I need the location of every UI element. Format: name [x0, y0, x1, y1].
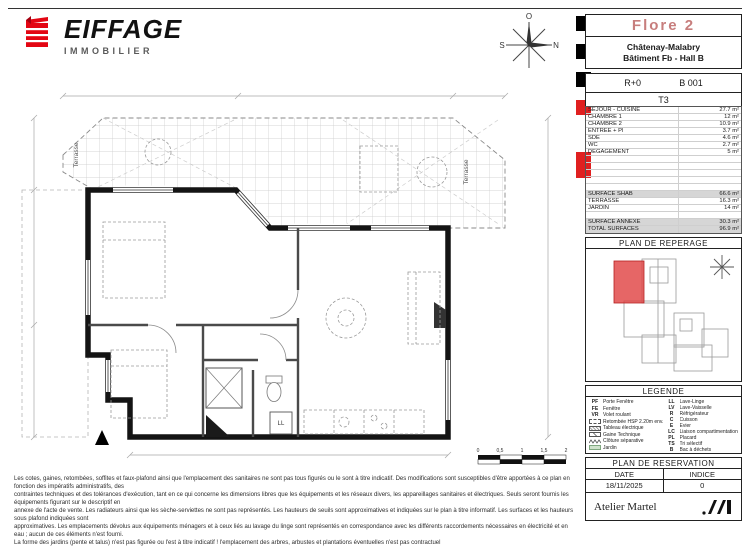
- legend: [585, 396, 742, 454]
- disclaimer-line: annexe de l'acte de vente. Les radiateurs ainsi que les sèche-serviettes ne sont pas représentés. Les hauteurs de seuils sont approximatives et indiquées sur le plan à titre informatif. Les surfaces et les hauteurs sous plafond indiquées sont: [14, 508, 574, 522]
- electric-panel-symbol: [589, 426, 601, 431]
- disclaimer-line: La forme des jardins (pente et talus) n'est pas figurée ou l'est à titre indicatif ! l'emplacement des arbres, arbustes et plantations éventuelles n'est pas contractuel: [14, 540, 441, 546]
- table-row: SEJOUR - CUISINE 27.7 m²: [588, 107, 739, 113]
- table-row-empty: [586, 170, 741, 177]
- legend-item: PL Placard: [668, 435, 697, 441]
- project-logo: Flore 2: [585, 14, 742, 37]
- compass-west-label: O: [525, 12, 533, 21]
- sheet-top-border: [8, 8, 742, 9]
- floor-plan: [8, 60, 578, 470]
- shower: [206, 368, 242, 408]
- section-header-reservation: PLAN DE RESERVATION: [585, 457, 742, 469]
- scale-tick-4: 2: [564, 448, 568, 454]
- legend-item: R Réfrigérateur: [669, 411, 709, 417]
- brand-name: EIFFAGE: [64, 14, 183, 44]
- scale-tick-1: 0,5: [496, 448, 504, 454]
- entrance-marker: [95, 430, 109, 445]
- table-row: SURFACE ANNEXE 30.3 m²: [588, 219, 739, 225]
- architect-name: Atelier Martel: [594, 500, 657, 513]
- legend-item: Clôture séparative: [587, 438, 664, 444]
- table-row: WC 2.7 m²: [588, 142, 739, 148]
- table-row-empty: [586, 163, 741, 170]
- table-row-empty: [586, 212, 741, 219]
- technical-duct-symbol: [589, 432, 601, 437]
- washer: [270, 412, 292, 434]
- scale-tick-0: 0: [476, 448, 480, 454]
- compass-north-label: N: [553, 41, 559, 50]
- table-row-empty: [586, 184, 741, 191]
- date-indice-table: [585, 468, 742, 493]
- architect-block: [585, 492, 742, 521]
- architect-logo: [701, 498, 733, 516]
- legend-item: B Bac à déchets: [669, 447, 712, 453]
- fence-symbol: [589, 439, 601, 444]
- floor-level: R+0: [624, 78, 641, 88]
- legend-item: E Evier: [669, 423, 691, 429]
- map-compass-icon: [710, 255, 734, 279]
- eiffage-logo-icon: [20, 14, 54, 50]
- legend-item: C Cuisson: [669, 417, 698, 423]
- table-row: TOTAL SURFACES 96.9 m²: [588, 226, 739, 232]
- legend-item: PF Porte Fenêtre: [591, 399, 634, 406]
- table-row: SURFACE SHAB 66.6 m²: [588, 191, 739, 197]
- scale-tick-2: 1: [520, 448, 524, 454]
- date-value: 18/11/2025: [586, 480, 664, 492]
- legend-item: Jardin: [587, 445, 664, 451]
- title-block: [585, 14, 742, 521]
- eiffage-logo: [20, 14, 182, 56]
- legend-item: Tableau électrique: [587, 425, 664, 431]
- legend-item: LC Liaison compartimentation: [668, 429, 738, 435]
- disclaimer-line: contraintes techniques et des tolérances d'exécution, tant en ce qui concerne les dimensions libres que les équipements et les réseaux divers, les appareillages sanitaires et électriques. Seuls seront fournis les équipements figurant sur le descriptif en: [14, 492, 569, 506]
- terrace-label-right: Terrasse: [463, 159, 470, 185]
- indice-header: INDICE: [664, 469, 742, 480]
- legend-item: TS Tri sélectif: [668, 441, 703, 447]
- project-city: Châtenay-Malabry: [626, 41, 701, 52]
- washer-label: LL: [277, 421, 285, 427]
- legend-item: Gaine Technique: [587, 432, 664, 438]
- table-row: CHAMBRE 1 12 m²: [588, 114, 739, 120]
- unit-number: B 001: [679, 78, 703, 88]
- disclaimer-line: approximatives. Les emplacements dévolus aux équipements ménagers et à ceux liés au lavage du linge sont représentés en correspondance avec les différents raccordements nécessaires en électricité et en eau ; aucun de ces éléments n'est fourni.: [14, 524, 568, 538]
- garden-boundary: [22, 190, 88, 437]
- disclaimer: [14, 475, 574, 547]
- table-row: SDE 4.6 m²: [588, 135, 739, 141]
- soffit-symbol: [589, 419, 601, 424]
- room-area-table: [585, 106, 742, 234]
- scale-tick-3: 1,5: [540, 448, 548, 454]
- table-row: CHAMBRE 2 10.9 m²: [588, 121, 739, 127]
- table-row: ENTREE + Pl 3.7 m²: [588, 128, 739, 134]
- garden-symbol: [589, 445, 601, 450]
- table-row-empty: [586, 177, 741, 184]
- table-row: TERRASSE 16.3 m²: [588, 198, 739, 204]
- date-header: DATE: [586, 469, 664, 480]
- unit-highlight: [614, 261, 644, 303]
- table-row-empty: [586, 156, 741, 163]
- disclaimer-line: Les cotes, gaines, retombées, soffites et faux-plafond ainsi que l'emplacement des sanitaires ne sont pas tous figurés ou le sont à titre indicatif. Des modifications sont susceptibles d'être apportées à ce plan en fonction des impératifs administratifs, des: [14, 476, 570, 490]
- brand-division: IMMOBILIER: [64, 46, 153, 56]
- legend-item: LV Lave-Vaisselle: [668, 405, 712, 411]
- toilet: [266, 376, 282, 402]
- legend-item: FE Fenêtre: [591, 405, 621, 412]
- project-building: Bâtiment Fb - Hall B: [623, 52, 704, 63]
- legend-item: Retombée HSP 2.20m env.: [587, 419, 664, 425]
- section-header-reperage: PLAN DE REPERAGE: [585, 237, 742, 249]
- legend-item: LL Lave-Linge: [668, 399, 705, 405]
- compass-south-label: S: [499, 41, 505, 50]
- table-row: JARDIN 14 m²: [588, 205, 739, 211]
- table-row: DEGAGEMENT 5 m²: [588, 149, 739, 155]
- indice-value: 0: [700, 481, 705, 490]
- section-header-legende: LEGENDE: [585, 385, 742, 397]
- location-map: [585, 248, 742, 382]
- legend-item: VR Volet roulant: [591, 412, 631, 419]
- terrace-label-left: Terrasse: [73, 142, 80, 168]
- unit-type: T3: [585, 92, 742, 107]
- scale-bar: [477, 448, 568, 464]
